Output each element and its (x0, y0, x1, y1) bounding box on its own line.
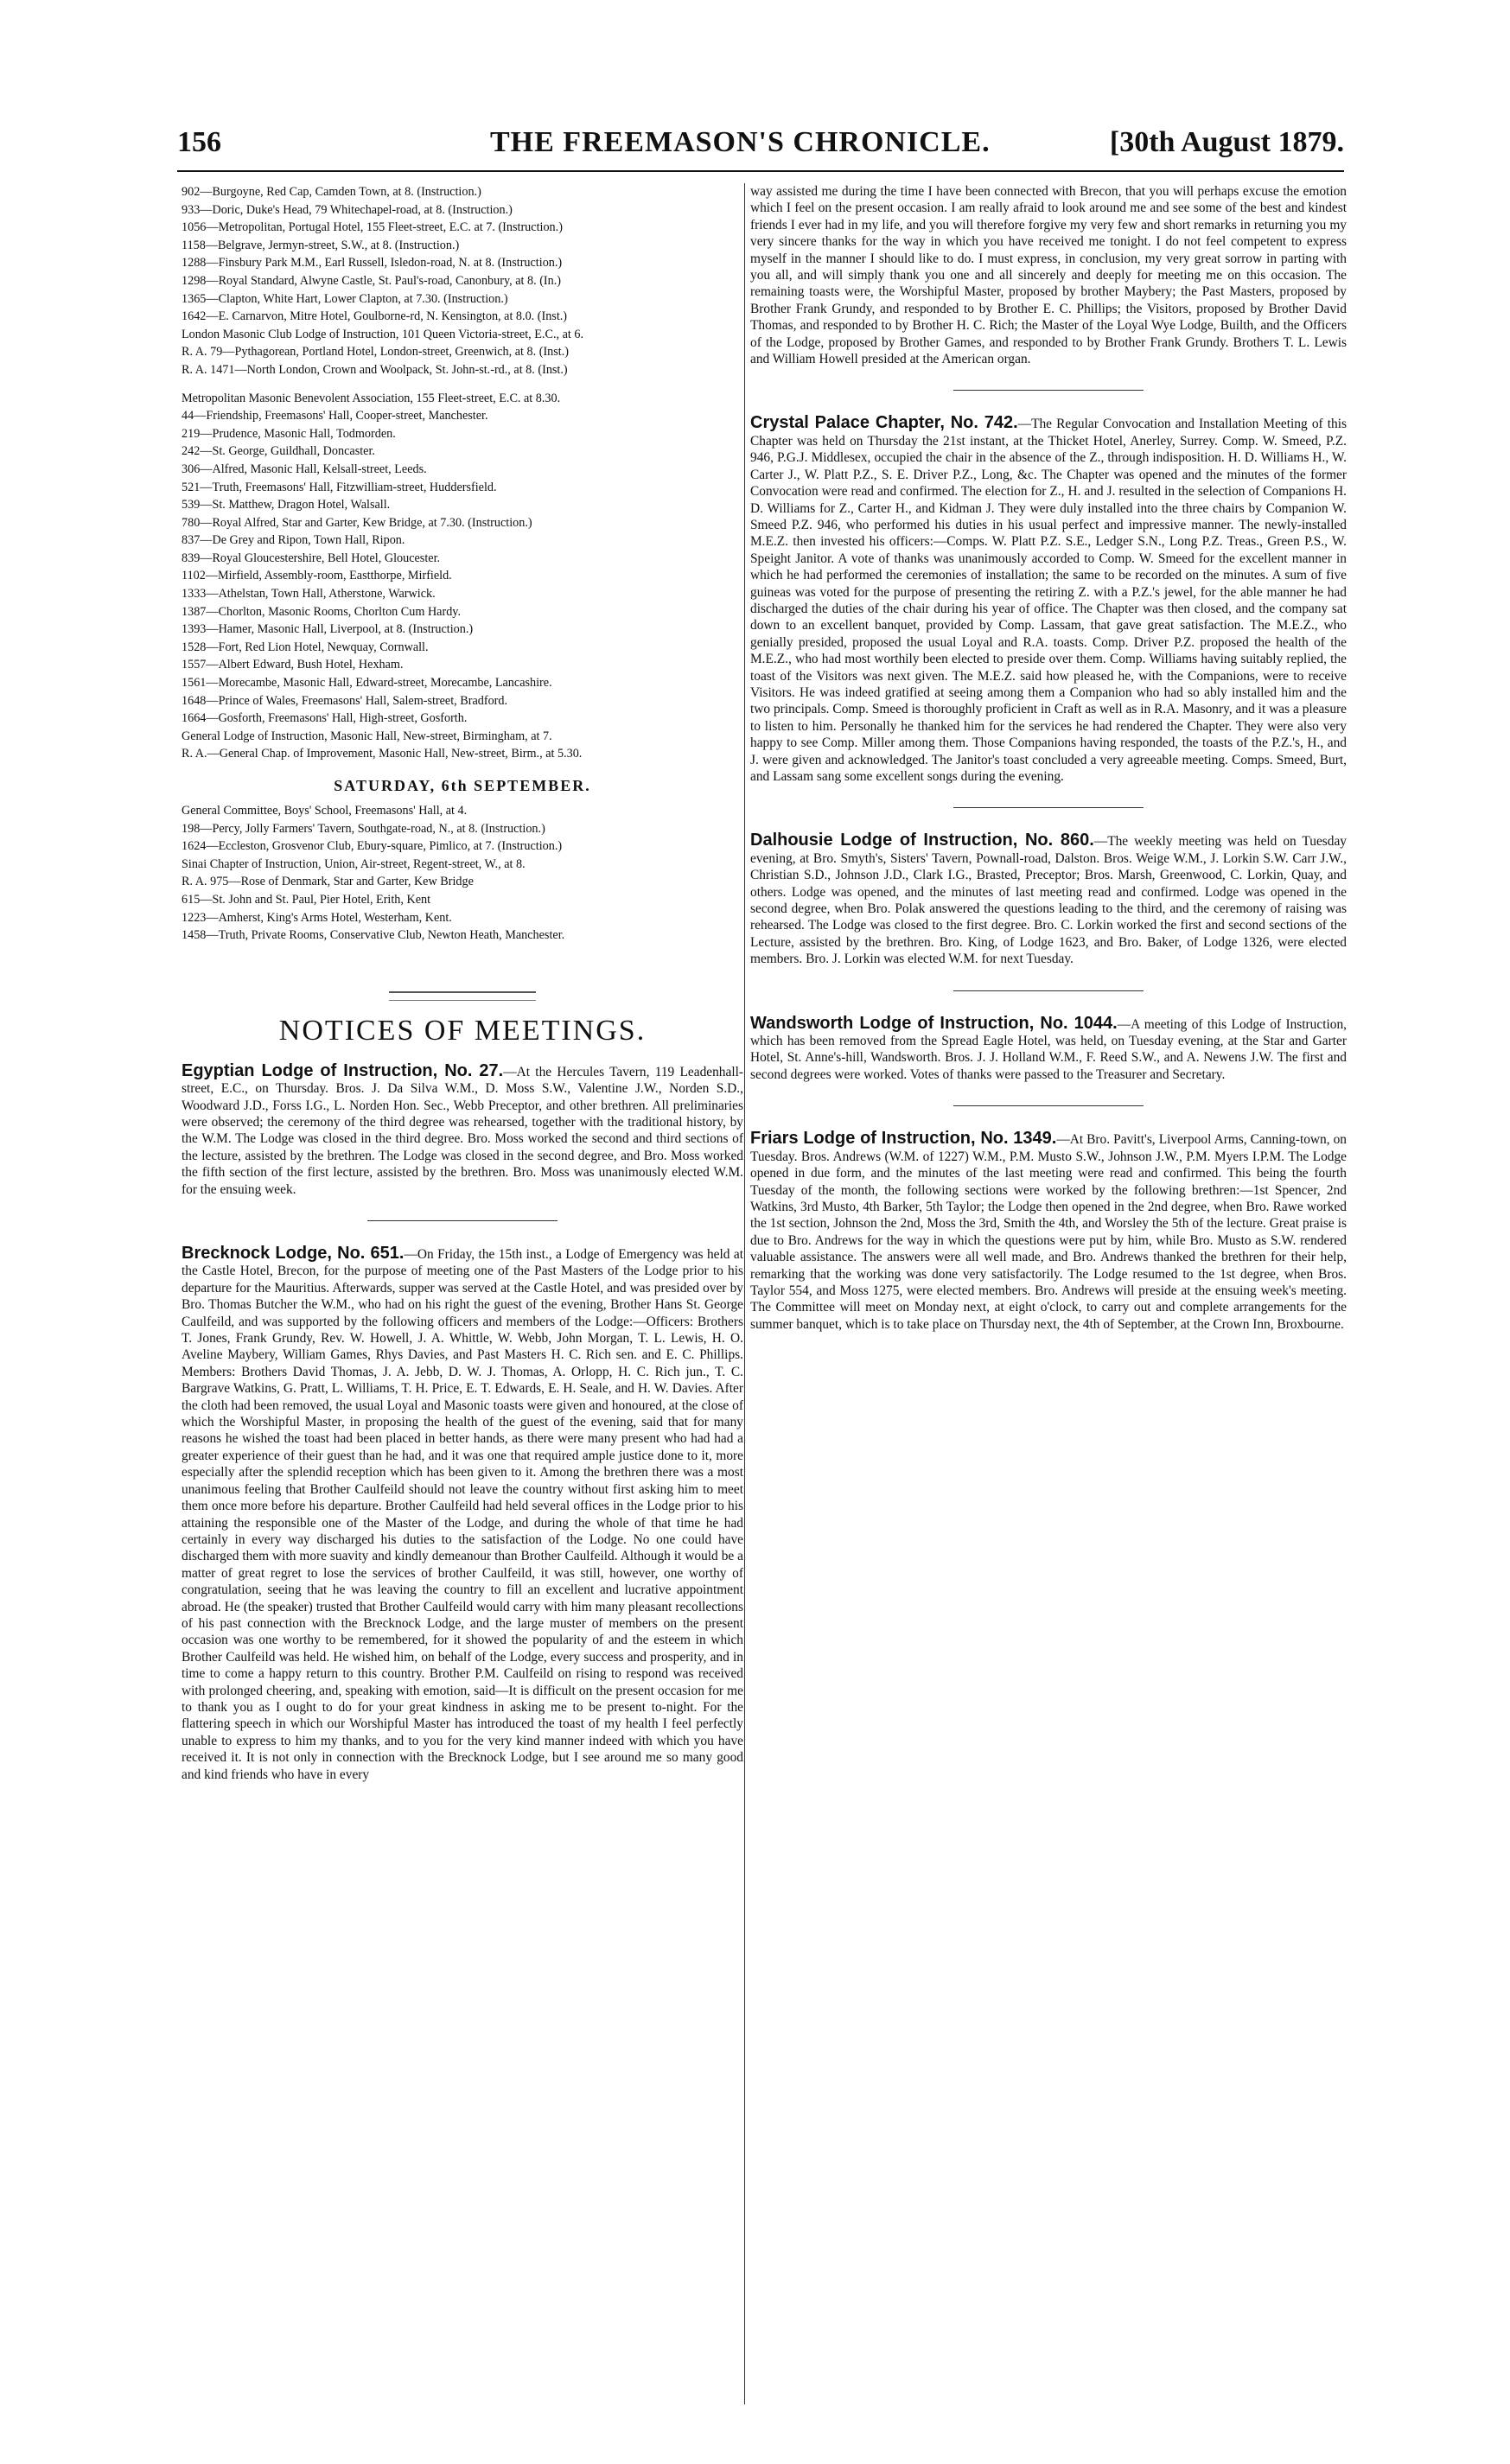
brecknock-lodge-article (182, 1245, 743, 1783)
issue-date: [30th August 1879. (1109, 126, 1344, 158)
newspaper-title: THE FREEMASON'S CHRONICLE. (490, 126, 991, 158)
list-item: 615—St. John and St. Paul, Pier Hotel, Erith, Kent (182, 892, 431, 907)
list-item: 1158—Belgrave, Jermyn-street, S.W., at 8. (Instruction.) (182, 238, 460, 252)
list-item: R. A. 79—Pythagorean, Portland Hotel, London-street, Greenwich, at 8. (Inst.) (182, 345, 569, 360)
article-heading: Egyptian Lodge of Instruction, No. 27. (182, 1060, 504, 1080)
article-heading: Crystal Palace Chapter, No. 742. (750, 413, 1018, 433)
country-lodge-list (182, 390, 743, 763)
left-column (182, 183, 743, 1783)
list-item: 1056—Metropolitan, Portugal Hotel, 155 Fleet-street, E.C. at 7. (Instruction.) (182, 220, 563, 235)
list-item: 1333—Athelstan, Town Hall, Atherstone, Warwick. (182, 587, 436, 602)
list-item: 933—Doric, Duke's Head, 79 Whitechapel-road, at 8. (Instruction.) (182, 202, 513, 217)
masthead-rule (177, 170, 1344, 172)
list-item: R. A. 1471—North London, Crown and Woolpack, St. John-st.-rd., at 8. (Inst.) (182, 362, 568, 377)
friday-lodge-list (182, 183, 743, 379)
list-item: General Committee, Boys' School, Freemasons' Hall, at 4. (182, 804, 468, 818)
notices-heading: NOTICES OF MEETINGS. (278, 1014, 647, 1047)
list-item: 306—Alfred, Masonic Hall, Kelsall-street, Leeds. (182, 462, 427, 476)
list-item: 1298—Royal Standard, Alwyne Castle, St. Paul's-road, Canonbury, at 8. (In.) (182, 273, 562, 288)
dalhousie-article (750, 832, 1347, 967)
list-item: 219—Prudence, Masonic Hall, Todmorden. (182, 426, 396, 441)
list-item: 902—Burgoyne, Red Cap, Camden Town, at 8. (Instruction.) (182, 185, 481, 199)
article-divider (953, 807, 1144, 808)
list-item: 198—Percy, Jolly Farmers' Tavern, Southgate-road, N., at 8. (Instruction.) (182, 821, 545, 836)
article-divider (953, 990, 1144, 991)
egyptian-lodge-article (182, 1060, 744, 1198)
column-divider (744, 183, 745, 2404)
wandsworth-article (750, 1013, 1347, 1084)
article-heading: Brecknock Lodge, No. 651. (182, 1244, 405, 1263)
list-item: R. A. 975—Rose of Denmark, Star and Garter, Kew Bridge (182, 875, 474, 889)
list-item: R. A.—General Chap. of Improvement, Masonic Hall, New-street, Birm., at 5.30. (182, 747, 583, 761)
list-item: Metropolitan Masonic Benevolent Association, 155 Fleet-street, E.C. at 8.30. (182, 391, 561, 405)
article-heading: Wandsworth Lodge of Instruction, No. 1044. (750, 1013, 1118, 1033)
list-item: 1223—Amherst, King's Arms Hotel, Westerham, Kent. (182, 910, 452, 925)
list-item: 780—Royal Alfred, Star and Garter, Kew Bridge, at 7.30. (Instruction.) (182, 515, 532, 530)
saturday-lodge-list (182, 802, 743, 945)
list-item: 539—St. Matthew, Dragon Hotel, Walsall. (182, 498, 391, 513)
list-item: 44—Friendship, Freemasons' Hall, Cooper-street, Manchester. (182, 409, 488, 423)
article-body: —At the Hercules Tavern, 119 Leadenhall-street, E.C., on Thursday. Bros. J. Da Silva W.M., D. Moss S.W., Valentine J.W., Norden S.D., Woodward J.D., Forss I.G., L. Norden Hon. Sec., Webb Preceptor, and other brethren. All preliminaries were observed; the ceremony of the third degree was rehearsed, together with the traditional history, by the W.M. The Lodge was closed in the third degree. Bro. Moss worked the second and third sections of the lecture, assisted by the brethren. The Lodge was closed in the second degree, and Bro. Moss worked the fifth section of the first lecture, assisted by the brethren. Bro. Moss was unanimously elected W.M. for the ensuing week. (182, 1064, 744, 1197)
list-item: 837—De Grey and Ripon, Town Hall, Ripon. (182, 533, 405, 548)
list-item: 1664—Gosforth, Freemasons' Hall, High-street, Gosforth. (182, 711, 468, 726)
section-ornament (389, 991, 536, 1001)
list-item: 839—Royal Gloucestershire, Bell Hotel, Gloucester. (182, 551, 441, 565)
list-item: 1393—Hamer, Masonic Hall, Liverpool, at 8. (Instruction.) (182, 622, 474, 637)
list-item: 1557—Albert Edward, Bush Hotel, Hexham. (182, 658, 404, 672)
friars-article (750, 1130, 1347, 1333)
article-divider (367, 1220, 557, 1221)
list-item: 1642—E. Carnarvon, Mitre Hotel, Goulborne-rd, N. Kensington, at 8.0. (Inst.) (182, 309, 568, 324)
article-divider (953, 1105, 1144, 1106)
list-item: Sinai Chapter of Instruction, Union, Air-street, Regent-street, W., at 8. (182, 856, 526, 871)
list-item: 1288—Finsbury Park M.M., Earl Russell, Isledon-road, N. at 8. (Instruction.) (182, 256, 563, 271)
list-item: 1365—Clapton, White Hart, Lower Clapton, at 7.30. (Instruction.) (182, 291, 508, 306)
article-body: —The weekly meeting was held on Tuesday evening, at Bro. Smyth's, Sisters' Tavern, Pownall-road, Dalston. Bros. Weige W.M., J. Lorkin S.W. Carr J.W., Christian S.D., Johnson J.D., Clark I.G., Brasted, Preceptor; Bros. Marsh, Greenwood, C. Lorkin, Quay, and others. Lodge was opened, and the minutes of last meeting read and confirmed. Lodge was opened in the second degree, when Bro. Polak answered the questions leading to the third, and the ceremony of raising was rehearsed. The Lodge was closed to the first degree. Bro. C. Lorkin worked the first and second sections of the Lecture, assisted by the brethren. Bro. King, of Lodge 1623, and Bro. Baker, of Lodge 1326, were elected members. Bro. J. Lorkin was elected W.M. for next Tuesday. (750, 834, 1347, 967)
list-item: 1387—Chorlton, Masonic Rooms, Chorlton Cum Hardy. (182, 604, 462, 619)
article-heading: Dalhousie Lodge of Instruction, No. 860. (750, 831, 1094, 850)
list-item: 1648—Prince of Wales, Freemasons' Hall, Salem-street, Bradford. (182, 693, 508, 708)
list-item: 242—St. George, Guildhall, Doncaster. (182, 444, 375, 459)
list-item: General Lodge of Instruction, Masonic Hall, New-street, Birmingham, at 7. (182, 729, 552, 743)
article-body: —At Bro. Pavitt's, Liverpool Arms, Canning-town, on Tuesday. Bros. Andrews (W.M. of 1227) W.M., P.M. Musto S.W., Johnson J.W., P.M. Myers I.P.M. The Lodge opened in due form, and the minutes of the last meeting were read and confirmed. This being the fourth Tuesday of the month, the following sections were worked by the following brethren:—1st Spencer, 2nd Watkins, 3rd Musto, 4th Barker, 5th Taylor; the Lodge then opened in the 2nd degree, when Bro. Rawe worked the 1st section, Johnson the 2nd, Moss the 3rd, Smith the 4th, and Worsley the 5th of the lecture. Great praise is due to Bro. Andrews for the way in which the questions were put by him, while Bro. Musto as S.W. rendered valuable assistance. The answers were all well made, and Bro. Andrews thanked the brethren for their help, remarking that the working was done very satisfactorily. The Lodge resumed to the 1st degree, when Bros. Taylor 554, and Moss 1275, were elected members. Bro. Andrews will preside at the ensuing week's meeting. The Committee will meet on Monday next, at eight o'clock, to carry out and complete arrangements for the summer banquet, which is to take place on Thursday next, the 4th of September, at the Crown Inn, Broxbourne. (750, 1132, 1347, 1332)
article-body: —On Friday, the 15th inst., a Lodge of Emergency was held at the Castle Hotel, Brecon, for the purpose of meeting one of the Past Masters of the Lodge prior to his departure for the Mauritius. Afterwards, supper was served at the Castle Hotel, and was presided over by Bro. Thomas Butcher the W.M., who had on his right the guest of the evening, Brother Hans St. George Caulfeild, and was supported by the following officers and members of the Lodge:—Officers: Brothers T. Jones, Frank Grundy, Rev. W. Howell, J. A. Whittle, W. Webb, John Morgan, T. L. Lewis, H. O. Aveline Maybery, William Games, Rhys Davies, and Past Masters H. C. Rich sen. and E. C. Phillips. Members: Brothers David Thomas, J. A. Jebb, D. W. J. Thomas, A. Orlopp, H. C. Rich jun., T. C. Bargrave Watkins, G. Pratt, L. Williams, T. H. Price, E. T. Edwards, E. H. Seale, and H. W. Davies. After the cloth had been removed, the usual Loyal and Masonic toasts were given and honoured, at the close of which the Worshipful Master, in proposing the health of the guest of the evening, said that for many reasons he wished the toast had been placed in better hands, as there were many present who had had a greater experience of their guest than he had, and it was one that required ample justice done to it, more especially after the splendid reception which has been given to it. Among the brethren there was a most unanimous feeling that Brother Caulfeild should not leave the country without first asking him to meet them once more before his departure. Brother Caulfeild had held several offices in the Lodge prior to his attaining the responsible one of the Master of the Lodge, and during the whole of that time he had certainly in every way discharged his duties to the satisfaction of the Lodge. No one could have discharged them with more suavity and kindly demeanour than Brother Caulfeild. Although it would be a matter of great regret to lose the services of brother Caulfeild, it was still, however, one worthy of congratulation, seeing that he was leaving the country to fill an excellent and lucrative appointment abroad. He (the speaker) trusted that Brother Caulfeild would carry with him many pleasant recollections of his past connection with the Brecknock Lodge, and the large muster of members on the present occasion was one worthy to be remembered, for it showed the popularity of and the esteem in which Brother Caulfeild was held. He wished him, on behalf of the Lodge, every success and prosperity, and in time to come a happy return to this country. Brother P.M. Caulfeild on rising to respond was received with prolonged cheering, and, speaking with emotion, said—It is difficult on the present occasion for me to thank you as I ought to do for your great kindness in asking me to be present to-night. For the flattering speech in which our Worshipful Master has introduced the toast of my health I feel perfectly unable to express to him my thanks, and to you for the very kind manner indeed with which you have received it. It is not only in connection with the Brecknock Lodge, but I see around me so many good and kind friends who have in every (182, 1247, 743, 1782)
list-item: London Masonic Club Lodge of Instruction, 101 Queen Victoria-street, E.C., at 6. (182, 327, 584, 341)
brecknock-continued: way assisted me during the time I have been connected with Brecon, that you will perhaps excuse the emotion which I feel on the present occasion. I am really afraid to look around me and see some of the best and kindest friends I ever had in my life, and you will therefore forgive my very few and short remarks in returning you my very sincere thanks for the way in which you have received me tonight. I do not feel competent to express myself in the manner I should like to do. I must express, in conclusion, my very great sorrow in parting with you all, and will simply thank you one and all sincerely and deeply for meeting me on this occasion. The remaining toasts were, the Worshipful Master, proposed by brother Maybery; the Past Masters, proposed by Brother Frank Grundy, and responded to by Brother E. C. Phillips; the Visitors, proposed by Brother David Thomas, and responded to by Brother H. C. Rich; the Master of the Loyal Wye Lodge, Builth, and the Officers of the Lodge, proposed by Brother Games, and responded to by Brother Frank Grundy. Brothers T. L. Lewis and William Howell presided at the American organ. (750, 184, 1347, 367)
list-item: 1624—Eccleston, Grosvenor Club, Ebury-square, Pimlico, at 7. (Instruction.) (182, 839, 563, 854)
list-item: 1458—Truth, Private Rooms, Conservative Club, Newton Heath, Manchester. (182, 928, 565, 943)
list-item: 1102—Mirfield, Assembly-room, Eastthorpe, Mirfield. (182, 569, 452, 583)
page-number: 156 (177, 126, 221, 158)
crystal-palace-article (750, 415, 1347, 785)
article-body: —The Regular Convocation and Installation Meeting of this Chapter was held on Thursday the 21st instant, at the Thicket Hotel, Anerley, Surrey. Comp. W. Smeed, P.Z. 946, P.G.J. Middlesex, occupied the chair in the absence of the Z., through indisposition. H. D. Williams H., W. Carter J., W. Platt P.Z., S. E. Driver P.Z., Long, &c. The Chapter was opened and the minutes of the former Convocation were read and confirmed. The election for Z., H. and J. resulted in the selection of Companions H. D. Williams for Z., Carter H., and Kidman J. They were duly installed into the three chairs by Companion W. Smeed P.Z. 946, who performed his duties in his usual perfect and impressive manner. The newly-installed M.E.Z. then invested his officers:—Comps. W. Platt P.Z. S.E., Ledger S.N., Long P.Z. Treas., Green P.S., W. Speight Janitor. A vote of thanks was unanimously accorded to Comp. W. Smeed for the excellent manner in which he had performed the ceremonies of installation; the same to be recorded on the minutes. A sum of five guineas was voted for the purpose of presenting the retiring Z. with a P.Z.'s jewel, for the able manner he had discharged the duties of the chair during his year of office. The Chapter was then closed, and the company sat down to an excellent banquet, provided by Comp. Lassam, that gave great satisfaction. The M.E.Z., who genially presided, proposed the usual Loyal and R.A. toasts. Comp. Driver P.Z. proposed the health of the M.E.Z., who had most worthily been elected to preside over them. Comp. Williams having suitably replied, the toast of the Visitors was next given. The M.E.Z. said how pleased he, with the Companions, were to receive Visitors. He was indeed gratified at seeing among them a Companion who had so ably installed him and the two principals. Comp. Smeed is thoroughly proficient in Craft as well as in R.A. Masonry, and it was a pleasure to listen to him. Personally he thanked him for the services he had rendered the Chapter. They were also very happy to see Comp. Miller among them. Those Companions having responded, the toasts of the P.Z.'s, H., and J. were given and acknowledged. The Janitor's toast concluded a very agreeable meeting. Comps. Smeed, Burt, and Lassam sang some excellent songs during the evening. (750, 417, 1347, 784)
list-item: 1528—Fort, Red Lion Hotel, Newquay, Cornwall. (182, 640, 429, 654)
article-heading: Friars Lodge of Instruction, No. 1349. (750, 1129, 1057, 1149)
saturday-heading: SATURDAY, 6th SEPTEMBER. (334, 777, 591, 794)
masthead (177, 126, 1344, 173)
list-item: 1561—Morecambe, Masonic Hall, Edward-street, Morecambe, Lancashire. (182, 676, 552, 691)
article-divider (953, 390, 1144, 391)
list-item: 521—Truth, Freemasons' Hall, Fitzwilliam-street, Huddersfield. (182, 480, 497, 494)
article-body: —A meeting of this Lodge of Instruction, which has been removed from the Spread Eagle Hotel, was held, on Tuesday evening, at the Star and Garter Hotel, St. Anne's-hill, Wandsworth. Bros. J. J. Holland W.M., F. Reed S.W., and A. Newens J.W. The first and second degrees were worked. Votes of thanks were passed to the Treasurer and Secretary. (750, 1016, 1347, 1082)
right-column (750, 183, 1347, 1333)
